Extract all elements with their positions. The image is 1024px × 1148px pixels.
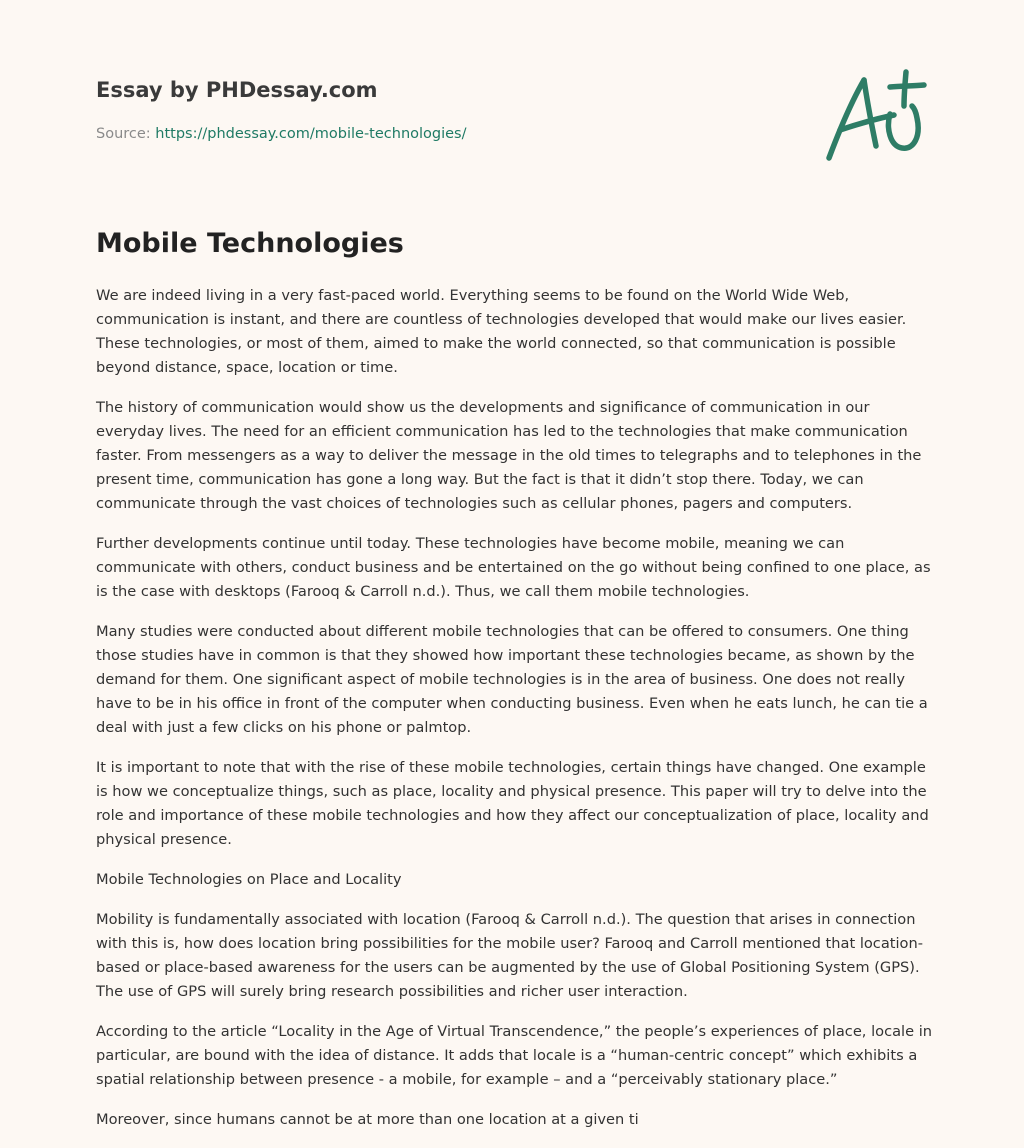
paragraph: According to the article “Locality in the Age of Virtual Transcendence,” the people’s experiences of place, locale in particular, are bound with the idea of distance. It adds that locale is a “human-centric concept” which exhibits a spatial relationship between presence - a mobile, for example – and a “perceivably stationary place.” <box>96 1023 933 1088</box>
paragraph: The history of communication would show us the developments and significance of communication in our everyday lives. The need for an efficient communication has led to the technologies that make communication faster. From messengers as a way to deliver the message in the old times to telegraphs and to telephones in the present time, communication has gone a long way. But the fact is that it didn’t stop there. Today, we can communicate through the vast choices of technologies such as cellular phones, pagers and computers. <box>96 399 922 512</box>
essay-header <box>96 74 928 142</box>
paragraph: Moreover, since humans cannot be at more than one location at a given ti <box>96 1111 639 1128</box>
brand-title: Essay by PHDessay.com <box>96 78 378 102</box>
paragraph: We are indeed living in a very fast-paced world. Everything seems to be found on the World Wide Web, communication is instant, and there are countless of technologies developed that would make our lives easier. These technologies, or most of them, aimed to make the world connected, so that communication is possible beyond distance, space, location or time. <box>96 287 907 376</box>
a-plus-logo-icon <box>820 66 930 166</box>
source-link[interactable]: https://phdessay.com/mobile-technologies/ <box>155 126 467 142</box>
paragraph: Mobility is fundamentally associated with location (Farooq & Carroll n.d.). The question that arises in connection with this is, how does location bring possibilities for the mobile user? Farooq and Carroll mentioned that location-based or place-based awareness for the users can be augmented by the use of Global Positioning System (GPS). The use of GPS will surely bring research possibilities and richer user interaction. <box>96 911 923 1000</box>
essay-title: Mobile Technologies <box>96 228 404 259</box>
source-line <box>96 124 467 144</box>
paragraph: Further developments continue until today. These technologies have become mobile, meaning we can communicate with others, conduct business and be entertained on the go without being confined to one place, as is the case with desktops (Farooq & Carroll n.d.). Thus, we call them mobile technologies. <box>96 535 931 600</box>
source-label: Source: <box>96 126 151 142</box>
paragraph: Many studies were conducted about different mobile technologies that can be offered to consumers. One thing those studies have in common is that they showed how important these technologies became, as shown by the demand for them. One significant aspect of mobile technologies is in the area of business. One does not really have to be in his office in front of the computer when conducting business. Even when he eats lunch, he can tie a deal with just a few clicks on his phone or palmtop. <box>96 623 928 736</box>
section-subheading: Mobile Technologies on Place and Locality <box>96 871 402 888</box>
paragraph: It is important to note that with the rise of these mobile technologies, certain things have changed. One example is how we conceptualize things, such as place, locality and physical presence. This paper will try to delve into the role and importance of these mobile technologies and how they affect our conceptualization of place, locality and physical presence. <box>96 759 929 848</box>
essay-body <box>96 284 936 1148</box>
